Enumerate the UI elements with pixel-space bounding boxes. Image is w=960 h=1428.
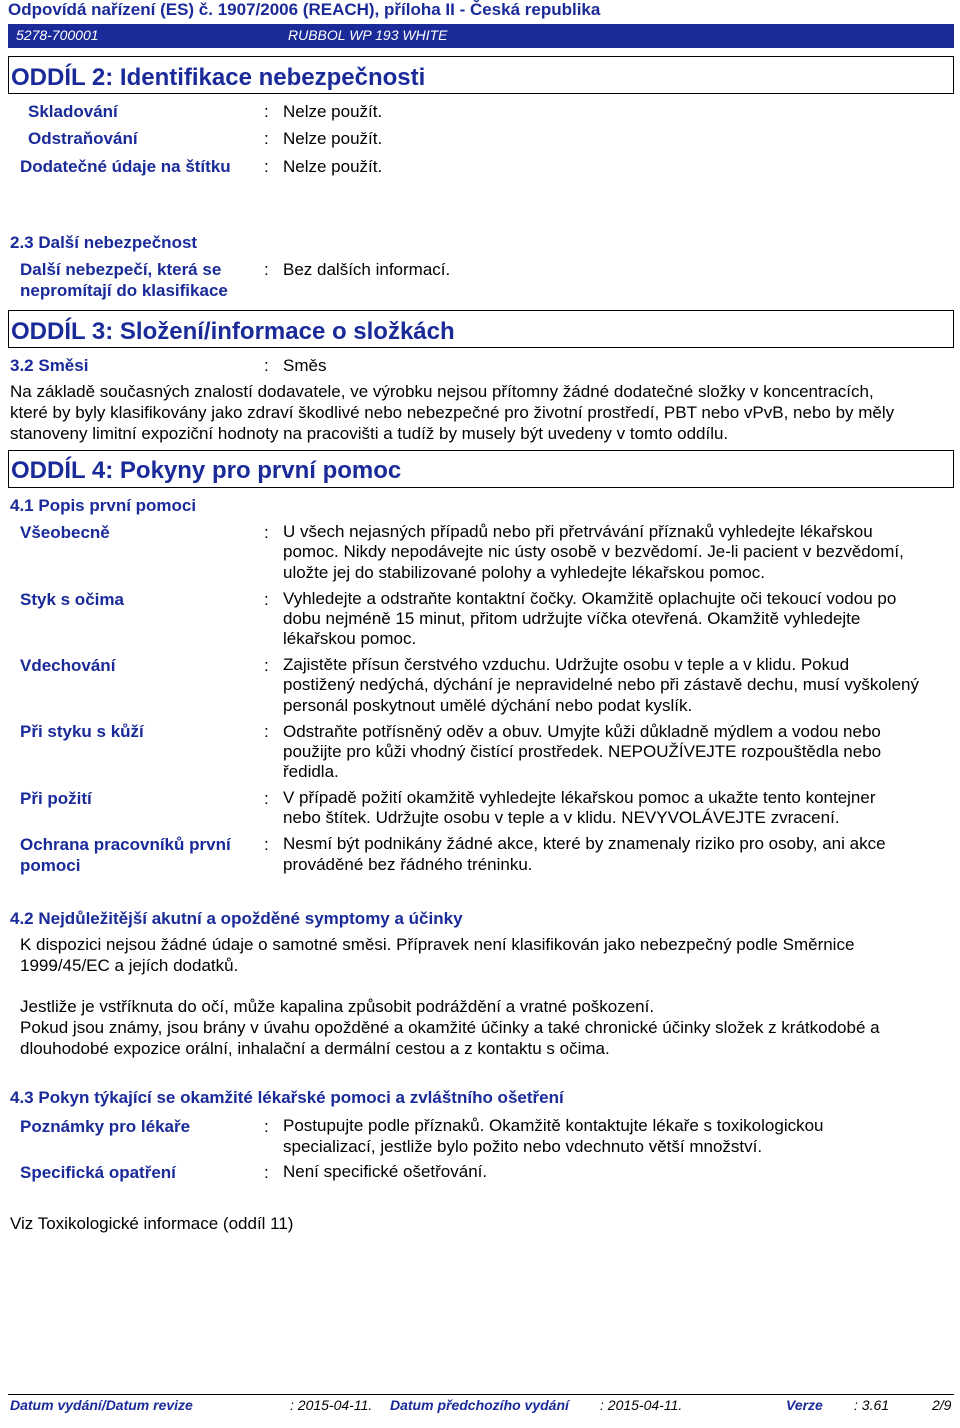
section-4-box (8, 450, 954, 488)
first-aid-general-line1: U všech nejasných případů nebo při přetrvávání příznaků vyhledejte lékařskou (283, 522, 873, 541)
inhalation-line3: personál poskytnout umělé dýchání nebo podat kyslík. (283, 696, 693, 715)
specific-treatments-label: Specifická opatření (20, 1163, 176, 1182)
symptoms-line1: K dispozici nejsou žádné údaje o samotné směsi. Přípravek není klasifikován jako nebezpečný podle Směrnice (20, 935, 855, 954)
first-aid-general-line2: pomoc. Nikdy nepodávejte nic ústy osobě v bezvědomí. Je-li pacient v bezvědomí, (283, 542, 904, 561)
first-aid-general-label: Všeobecně (20, 523, 110, 542)
other-hazards-label-line2: nepromítají do klasifikace (20, 281, 228, 300)
section-2-title: ODDÍL 2: Identifikace nebezpečnosti (11, 64, 426, 91)
colon: : (264, 260, 269, 279)
colon: : (264, 789, 269, 808)
product-code: 5278-700001 (16, 27, 99, 43)
colon: : (264, 129, 269, 148)
section-2-box (8, 56, 954, 94)
version-value: : 3.61 (854, 1397, 890, 1413)
inhalation-line1: Zajistěte přísun čerstvého vzduchu. Udržujte osobu v teple a v klidu. Pokud (283, 655, 850, 674)
section-4-title: ODDÍL 4: Pokyny pro první pomoc (11, 457, 402, 484)
notes-for-doctor-label: Poznámky pro lékaře (20, 1117, 191, 1136)
colon: : (264, 523, 269, 542)
first-aider-protection-label-line1: Ochrana pracovníků první (20, 835, 231, 854)
symptoms-line4: Pokud jsou známy, jsou brány v úvahu opožděné a okamžité účinky a také chronické účinky složek z krátkodobé a (20, 1018, 880, 1037)
storage-label: Skladování (28, 102, 118, 121)
notes-for-doctor-line2: specializací, jestliže bylo požito nebo vdechnuto větší množství. (283, 1137, 763, 1156)
first-aid-general-line3: uložte jej do stabilizované polohy a vyhledejte lékařskou pomoc. (283, 563, 765, 582)
colon: : (264, 102, 269, 121)
composition-paragraph-line2: které by byly klasifikovány jako zdraví škodlivé nebo nebezpečné pro životní prostředí, PBT nebo vPvB, nebo by měly (10, 403, 895, 422)
version-label: Verze (786, 1397, 823, 1413)
disposal-value: Nelze použít. (283, 129, 383, 148)
eye-contact-line1: Vyhledejte a odstraňte kontaktní čočky. Okamžitě oplachujte oči tekoucí vodou po (283, 589, 897, 608)
previous-issue-value: : 2015-04-11. (600, 1397, 683, 1413)
skin-contact-line2: použijte pro kůži vhodný čistící prostředek. NEPOUŽÍVEJTE rozpouštědla nebo (283, 742, 882, 761)
header-bar (8, 24, 954, 48)
previous-issue-label: Datum předchozího vydání (390, 1397, 569, 1413)
skin-contact-line1: Odstraňte potřísněný oděv a obuv. Umyjte kůži důkladně mýdlem a vodou nebo (283, 722, 881, 741)
first-aider-protection-line2: prováděné bez řádného tréninku. (283, 855, 533, 874)
first-aider-protection-line1: Nesmí být podnikány žádné akce, které by znamenaly riziko pro osoby, ani akce (283, 834, 886, 853)
colon: : (264, 590, 269, 609)
inhalation-line2: postižený nedýchá, dýchání je nepravidelné nebo při zástavě dechu, musí vyškolený (283, 675, 919, 694)
page-number: 2/9 (932, 1397, 952, 1413)
symptoms-line5: dlouhodobé expozice orální, inhalační a dermální cestou a z kontaktu s očima. (20, 1039, 610, 1058)
skin-contact-label: Při styku s kůží (20, 722, 144, 741)
additional-label-info-label: Dodatečné údaje na štítku (20, 157, 231, 176)
eye-contact-line3: lékařskou pomoc. (283, 629, 417, 648)
mixture-value: Směs (283, 356, 327, 375)
additional-label-info-value: Nelze použít. (283, 157, 383, 176)
composition-paragraph-line1: Na základě současných znalostí dodavatele, ve výrobku nejsou přítomny žádné dodatečné složky v koncentracích, (10, 382, 874, 401)
subsection-3-2: 3.2 Směsi (10, 356, 89, 375)
symptoms-line3: Jestliže je vstříknuta do očí, může kapalina způsobit podráždění a vratné poškození. (20, 997, 655, 1016)
section-3-box (8, 310, 954, 348)
issue-date-label: Datum vydání/Datum revize (10, 1397, 193, 1413)
eye-contact-line2: dobu nejméně 15 minut, přitom udržujte víčka otevřená. Okamžitě vyhledejte (283, 609, 861, 628)
composition-paragraph-line3: stanoveny limitní expoziční hodnoty na pracovišti a tudíž by musely být uvedeny v tomto oddílu. (10, 424, 729, 443)
ingestion-line1: V případě požití okamžitě vyhledejte lékařskou pomoc a ukažte tento kontejner (283, 788, 876, 807)
subsection-2-3: 2.3 Další nebezpečnost (10, 233, 198, 252)
subsection-4-3: 4.3 Pokyn týkající se okamžité lékařské pomoci a zvláštního ošetření (10, 1088, 564, 1107)
colon: : (264, 1163, 269, 1182)
other-hazards-value: Bez dalších informací. (283, 260, 451, 279)
skin-contact-line3: ředidla. (283, 762, 339, 781)
ingestion-label: Při požití (20, 789, 92, 808)
disposal-label: Odstraňování (28, 129, 138, 148)
colon: : (264, 157, 269, 176)
subsection-4-1: 4.1 Popis první pomoci (10, 496, 197, 515)
notes-for-doctor-line1: Postupujte podle příznaků. Okamžitě kontaktujte lékaře s toxikologickou (283, 1116, 824, 1135)
colon: : (264, 1117, 269, 1136)
symptoms-line2: 1999/45/EC a jejích dodatků. (20, 956, 239, 975)
first-aider-protection-label-line2: pomoci (20, 856, 81, 875)
section-3-title: ODDÍL 3: Složení/informace o složkách (11, 318, 455, 345)
inhalation-label: Vdechování (20, 656, 116, 675)
specific-treatments-value: Není specifické ošetřování. (283, 1162, 488, 1181)
colon: : (264, 722, 269, 741)
colon: : (264, 835, 269, 854)
ingestion-line2: nebo štítek. Udržujte osobu v teple a v klidu. NEVYVOLÁVEJTE zvracení. (283, 808, 840, 827)
colon: : (264, 356, 269, 375)
storage-value: Nelze použít. (283, 102, 383, 121)
eye-contact-label: Styk s očima (20, 590, 124, 609)
see-toxicological-info: Viz Toxikologické informace (oddíl 11) (10, 1214, 294, 1233)
issue-date-value: : 2015-04-11. (290, 1397, 373, 1413)
other-hazards-label-line1: Další nebezpečí, která se (20, 260, 222, 279)
regulation-banner: Odpovídá nařízení (ES) č. 1907/2006 (REACH), příloha II - Česká republika (8, 0, 601, 19)
subsection-4-2: 4.2 Nejdůležitější akutní a opožděné symptomy a účinky (10, 909, 463, 928)
product-name: RUBBOL WP 193 WHITE (288, 27, 448, 43)
colon: : (264, 656, 269, 675)
